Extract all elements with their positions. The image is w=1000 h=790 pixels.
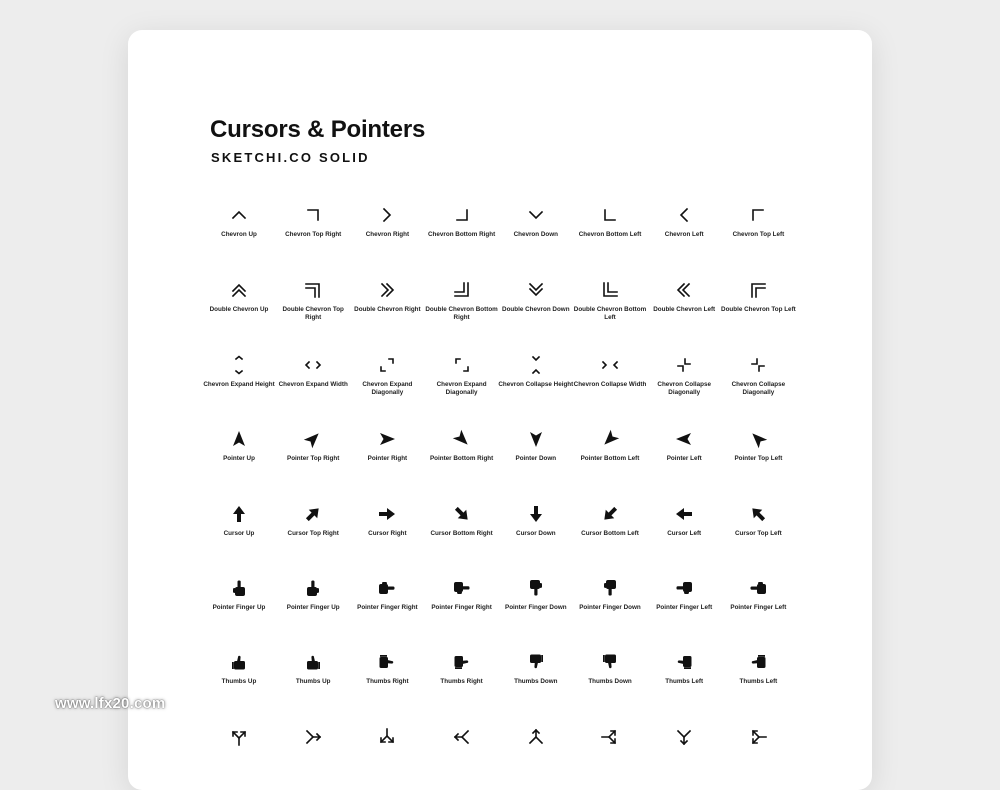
icon-cell bbox=[423, 652, 501, 686]
icon-label: Double Chevron Bottom Left bbox=[573, 306, 647, 321]
icon-cell bbox=[200, 727, 278, 753]
icon-cell bbox=[200, 205, 278, 239]
icon-label: Chevron Down bbox=[513, 231, 559, 238]
double-chevron-down-icon bbox=[526, 280, 546, 300]
icon-cell bbox=[719, 205, 797, 239]
double-chevron-top-left-icon bbox=[748, 280, 768, 300]
chevron-collapse-diagonally-alt-icon bbox=[748, 355, 768, 375]
pointer-left-icon bbox=[674, 429, 694, 449]
icon-cell bbox=[719, 429, 797, 463]
chevron-collapse-width-icon bbox=[600, 355, 620, 375]
icon-label: Double Chevron Top Right bbox=[282, 306, 344, 321]
thumbs-right-icon bbox=[377, 652, 397, 672]
icon-cell bbox=[274, 429, 352, 463]
icon-label: Thumbs Right bbox=[440, 678, 483, 685]
icon-cell bbox=[423, 205, 501, 239]
icon-cell bbox=[645, 504, 723, 538]
icon-label: Pointer Finger Left bbox=[656, 604, 713, 611]
icon-cell bbox=[423, 727, 501, 753]
double-chevron-top-right-icon bbox=[303, 280, 323, 300]
double-chevron-bottom-right-icon bbox=[452, 280, 472, 300]
icon-label: Chevron Bottom Right bbox=[428, 231, 496, 238]
icon-cell bbox=[645, 429, 723, 463]
icon-cell bbox=[200, 504, 278, 538]
chevron-collapse-height-icon bbox=[526, 355, 546, 375]
icon-label: Pointer Bottom Left bbox=[580, 455, 640, 462]
icon-cell bbox=[200, 652, 278, 686]
icon-label: Chevron Top Left bbox=[732, 231, 785, 238]
page-title: Cursors & Pointers bbox=[210, 116, 426, 143]
cursor-left-icon bbox=[674, 504, 694, 524]
icon-cell bbox=[423, 504, 501, 538]
icon-cell bbox=[571, 355, 649, 389]
icon-cell bbox=[719, 355, 797, 397]
icon-label: Pointer Finger Up bbox=[286, 604, 340, 611]
pointer-bottom-left-icon bbox=[600, 429, 620, 449]
icon-label: Pointer Top Left bbox=[734, 455, 783, 462]
icon-cell bbox=[274, 280, 352, 322]
chevron-down-icon bbox=[526, 205, 546, 225]
icon-label: Pointer Right bbox=[367, 455, 408, 462]
icon-cell bbox=[274, 727, 352, 753]
icon-label: Pointer Finger Down bbox=[579, 604, 641, 611]
icon-cell bbox=[348, 727, 426, 753]
pointer-finger-left-icon bbox=[674, 578, 694, 598]
chevron-up-icon bbox=[229, 205, 249, 225]
icon-cell bbox=[348, 504, 426, 538]
icon-cell bbox=[274, 355, 352, 389]
thumbs-down-icon bbox=[526, 652, 546, 672]
chevron-expand-width-icon bbox=[303, 355, 323, 375]
cursor-top-right-icon bbox=[303, 504, 323, 524]
icon-cell bbox=[645, 280, 723, 314]
chevron-collapse-diagonally-icon bbox=[674, 355, 694, 375]
icon-label: Double Chevron Up bbox=[209, 306, 269, 313]
cursor-down-icon bbox=[526, 504, 546, 524]
pointer-finger-up-alt-icon bbox=[303, 578, 323, 598]
icon-label: Double Chevron Left bbox=[653, 306, 716, 313]
icon-cell bbox=[571, 429, 649, 463]
icon-label: Chevron Left bbox=[664, 231, 704, 238]
icon-cell bbox=[423, 429, 501, 463]
icon-cell bbox=[274, 578, 352, 612]
chevron-right-icon bbox=[377, 205, 397, 225]
icon-cell bbox=[645, 652, 723, 686]
icon-cell bbox=[719, 578, 797, 612]
cursor-right-icon bbox=[377, 504, 397, 524]
icon-cell bbox=[200, 280, 278, 314]
icon-cell bbox=[497, 205, 575, 239]
cursor-up-icon bbox=[229, 504, 249, 524]
icon-label: Thumbs Down bbox=[588, 678, 632, 685]
icon-cell bbox=[571, 727, 649, 753]
icon-label: Thumbs Right bbox=[366, 678, 409, 685]
page-subtitle: SKETCHI.CO SOLID bbox=[211, 150, 370, 165]
icon-cell bbox=[348, 205, 426, 239]
chevron-left-icon bbox=[674, 205, 694, 225]
icon-label: Cursor Bottom Left bbox=[581, 530, 639, 537]
icon-label: Chevron Expand Height bbox=[203, 381, 275, 388]
icon-cell bbox=[645, 355, 723, 397]
icon-cell bbox=[497, 727, 575, 753]
pointer-down-icon bbox=[526, 429, 546, 449]
icon-label: Thumbs Left bbox=[665, 678, 704, 685]
icon-cell bbox=[645, 578, 723, 612]
icon-cell bbox=[200, 355, 278, 389]
icon-label: Chevron Top Right bbox=[285, 231, 342, 238]
pointer-top-left-icon bbox=[748, 429, 768, 449]
icon-label: Chevron Expand Width bbox=[278, 381, 348, 388]
icon-label: Double Chevron Right bbox=[354, 306, 421, 313]
pointer-bottom-right-icon bbox=[452, 429, 472, 449]
icon-label: Cursor Bottom Right bbox=[430, 530, 493, 537]
chevron-bottom-right-icon bbox=[452, 205, 472, 225]
icon-label: Chevron Collapse Height bbox=[498, 381, 574, 388]
cursor-bottom-right-icon bbox=[452, 504, 472, 524]
icon-cell bbox=[348, 429, 426, 463]
icon-cell bbox=[497, 578, 575, 612]
icon-label: Cursor Up bbox=[223, 530, 255, 537]
icon-cell bbox=[348, 578, 426, 612]
split-arrows-down-icon bbox=[377, 727, 397, 747]
icon-cell bbox=[200, 578, 278, 612]
pointer-finger-left-alt-icon bbox=[748, 578, 768, 598]
icon-label: Cursor Left bbox=[667, 530, 702, 537]
icon-cell bbox=[423, 578, 501, 612]
merge-arrows-right-icon bbox=[303, 727, 323, 747]
icon-cell bbox=[571, 504, 649, 538]
icon-label: Pointer Left bbox=[666, 455, 702, 462]
icon-label: Chevron Bottom Left bbox=[578, 231, 642, 238]
icon-cell bbox=[274, 205, 352, 239]
double-chevron-left-icon bbox=[674, 280, 694, 300]
icon-cell bbox=[497, 429, 575, 463]
merge-arrows-up-icon bbox=[526, 727, 546, 747]
icon-cell bbox=[497, 355, 575, 389]
icon-sheet-card bbox=[128, 30, 872, 790]
icon-label: Chevron Collapse Width bbox=[573, 381, 647, 388]
icon-cell bbox=[348, 280, 426, 314]
icon-label: Pointer Finger Left bbox=[730, 604, 787, 611]
watermark: www.lfx20.com bbox=[55, 695, 166, 712]
thumbs-left-alt-icon bbox=[748, 652, 768, 672]
icon-cell bbox=[719, 652, 797, 686]
icon-label: Pointer Finger Right bbox=[431, 604, 492, 611]
pointer-up-icon bbox=[229, 429, 249, 449]
chevron-top-left-icon bbox=[748, 205, 768, 225]
icon-cell bbox=[645, 205, 723, 239]
chevron-top-right-icon bbox=[303, 205, 323, 225]
double-chevron-bottom-left-icon bbox=[600, 280, 620, 300]
icon-label: Pointer Up bbox=[223, 455, 255, 462]
icon-cell bbox=[274, 504, 352, 538]
icon-label: Pointer Down bbox=[515, 455, 557, 462]
chevron-expand-diagonally-alt-icon bbox=[452, 355, 472, 375]
icon-cell bbox=[719, 727, 797, 753]
icon-label: Cursor Right bbox=[368, 530, 407, 537]
icon-cell bbox=[571, 652, 649, 686]
split-arrows-left-icon bbox=[748, 727, 768, 747]
split-arrows-right-icon bbox=[600, 727, 620, 747]
icon-label: Thumbs Down bbox=[514, 678, 558, 685]
thumbs-left-icon bbox=[674, 652, 694, 672]
icon-label: Chevron Expand Diagonally bbox=[362, 381, 413, 396]
icon-label: Pointer Bottom Right bbox=[429, 455, 494, 462]
double-chevron-up-icon bbox=[229, 280, 249, 300]
icon-label: Chevron Collapse Diagonally bbox=[731, 381, 786, 396]
icon-label: Thumbs Up bbox=[295, 678, 331, 685]
chevron-expand-height-icon bbox=[229, 355, 249, 375]
icon-cell bbox=[571, 280, 649, 322]
chevron-expand-diagonally-icon bbox=[377, 355, 397, 375]
icon-cell bbox=[497, 504, 575, 538]
icon-cell bbox=[571, 578, 649, 612]
icon-label: Pointer Top Right bbox=[287, 455, 340, 462]
cursor-bottom-left-icon bbox=[600, 504, 620, 524]
pointer-right-icon bbox=[377, 429, 397, 449]
icon-cell bbox=[348, 652, 426, 686]
icon-cell bbox=[497, 652, 575, 686]
thumbs-right-alt-icon bbox=[452, 652, 472, 672]
thumbs-up-icon bbox=[229, 652, 249, 672]
icon-cell bbox=[200, 429, 278, 463]
double-chevron-right-icon bbox=[377, 280, 397, 300]
merge-arrows-down-icon bbox=[674, 727, 694, 747]
icon-cell bbox=[571, 205, 649, 239]
pointer-finger-right-icon bbox=[377, 578, 397, 598]
icon-label: Chevron Expand Diagonally bbox=[436, 381, 487, 396]
icon-label: Thumbs Up bbox=[221, 678, 257, 685]
icon-cell bbox=[423, 355, 501, 397]
cursor-top-left-icon bbox=[748, 504, 768, 524]
icon-cell bbox=[645, 727, 723, 753]
icon-label: Chevron Up bbox=[221, 231, 257, 238]
icon-label: Chevron Right bbox=[365, 231, 410, 238]
icon-label: Cursor Top Right bbox=[287, 530, 339, 537]
icon-label: Cursor Down bbox=[516, 530, 556, 537]
icon-label: Pointer Finger Right bbox=[357, 604, 418, 611]
chevron-bottom-left-icon bbox=[600, 205, 620, 225]
icon-label: Thumbs Left bbox=[739, 678, 778, 685]
pointer-finger-down-icon bbox=[526, 578, 546, 598]
icon-label: Double Chevron Top Left bbox=[721, 306, 796, 313]
icon-label: Double Chevron Down bbox=[502, 306, 570, 313]
icon-cell bbox=[423, 280, 501, 322]
thumbs-down-alt-icon bbox=[600, 652, 620, 672]
thumbs-up-alt-icon bbox=[303, 652, 323, 672]
icon-cell bbox=[719, 504, 797, 538]
icon-cell bbox=[348, 355, 426, 397]
split-arrows-up-icon bbox=[229, 727, 249, 747]
icon-label: Chevron Collapse Diagonally bbox=[657, 381, 711, 396]
pointer-finger-up-icon bbox=[229, 578, 249, 598]
icon-cell bbox=[497, 280, 575, 314]
icon-label: Pointer Finger Up bbox=[212, 604, 266, 611]
icon-label: Double Chevron Bottom Right bbox=[425, 306, 498, 321]
icon-cell bbox=[719, 280, 797, 314]
pointer-top-right-icon bbox=[303, 429, 323, 449]
icon-label: Pointer Finger Down bbox=[505, 604, 567, 611]
pointer-finger-right-alt-icon bbox=[452, 578, 472, 598]
merge-arrows-left-icon bbox=[452, 727, 472, 747]
icon-cell bbox=[274, 652, 352, 686]
icon-label: Cursor Top Left bbox=[735, 530, 782, 537]
pointer-finger-down-alt-icon bbox=[600, 578, 620, 598]
